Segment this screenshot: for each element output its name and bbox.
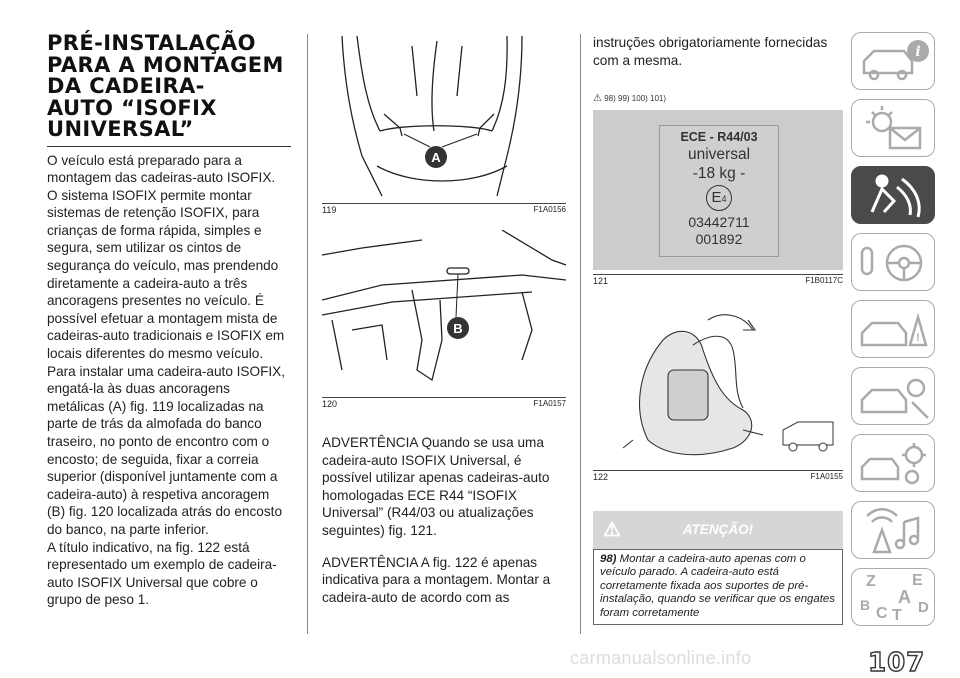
index-letter: A [898, 587, 911, 607]
label-standard: ECE - R44/03 [680, 130, 758, 144]
figure-caption [593, 274, 843, 287]
title-line: PARA A MONTAGEM [47, 52, 284, 77]
e-mark-icon [706, 185, 732, 211]
marker-a: A [431, 150, 441, 165]
isofix-anchor-illustration [322, 36, 566, 199]
title-divider [47, 146, 291, 147]
column-divider [307, 34, 308, 634]
figure-number: 121 [593, 276, 609, 286]
breakdown-icon [852, 301, 935, 358]
index-letter: E [912, 572, 923, 589]
title-line: PRÉ-INSTALAÇÃO [47, 31, 256, 55]
figure-code: F1B0117C [805, 276, 843, 285]
e-mark-letter: E [711, 189, 722, 206]
warnings-text [322, 434, 566, 606]
paragraph: ADVERTÊNCIA Quando se usa uma cadeira-auto ISOFIX Universal, é possível utilizar apenas cadeiras-auto homologadas ECE R44 “ISOFIX Universal” (R44/03 ou atualizações seguintes) fig. 121. [322, 435, 550, 538]
label-approval-number: 03442711 [688, 214, 750, 230]
multimedia-tab[interactable] [851, 501, 935, 559]
reference-list: 98) 99) 100) 101) [604, 94, 667, 103]
gears-icon [852, 435, 935, 492]
figure-code: F1A0156 [533, 205, 566, 214]
dashboard-lights-tab[interactable] [851, 99, 935, 157]
safety-tab[interactable] [851, 166, 935, 224]
watermark: carmanualsonline.info [570, 648, 752, 668]
marker-b: B [453, 321, 463, 336]
maintenance-car-icon [852, 368, 935, 425]
e-mark-country: 4 [721, 194, 727, 204]
figure-number: 119 [322, 205, 337, 215]
figure-caption [322, 203, 566, 216]
label-serial-number: 001892 [695, 231, 743, 247]
paragraph: O veículo está preparado para a montagem das cadeiras-auto ISOFIX. [47, 152, 276, 186]
text-column-1 [47, 33, 291, 609]
warning-light-icon [852, 100, 935, 157]
title-line: DA CADEIRA- [47, 74, 205, 98]
label-category: universal [687, 146, 751, 163]
figure-119 [322, 36, 566, 199]
text-column-3 [593, 0, 843, 678]
warning-triangle-icon: ⚠ [593, 93, 602, 104]
figure-code: F1A0157 [533, 399, 566, 408]
page-number: 107 [868, 648, 926, 678]
index-letter: B [860, 597, 871, 613]
figure-code: F1A0155 [810, 472, 843, 481]
column-divider [580, 34, 581, 634]
index-letter: T [892, 607, 902, 624]
warning-text: Montar a cadeira-auto apenas com o veículo parado. A cadeira-auto está corretamente fixada aos suportes de pré-instalação, quando se verificar que os engates foram corretamente [600, 553, 835, 619]
tether-anchor-illustration [322, 230, 566, 392]
child-seat-illustration [593, 300, 843, 465]
chapter-tabs [851, 32, 937, 635]
paragraph: A título indicativo, na fig. 122 está representado um exemplo de cadeira-auto ISOFIX Universal que cobre o grupo de peso 1. [47, 539, 277, 608]
paragraph: ADVERTÊNCIA A fig. 122 é apenas indicativa para a montagem. Montar a cadeira-auto de acordo com as [322, 554, 551, 605]
title-line: UNIVERSAL” [47, 117, 194, 141]
title-line: AUTO “ISOFIX [47, 95, 217, 120]
warning-references [593, 93, 666, 104]
multimedia-icon [852, 502, 935, 559]
airbag-seat-icon [852, 167, 935, 224]
warning-triangle-icon: ⚠ [603, 519, 621, 541]
technical-data-tab[interactable] [851, 434, 935, 492]
figure-number: 120 [322, 399, 338, 409]
homologation-label [659, 125, 779, 257]
warning-header [593, 511, 843, 549]
emergency-tab[interactable] [851, 300, 935, 358]
index-letter: D [918, 599, 929, 616]
index-tab[interactable] [851, 568, 935, 626]
starting-driving-tab[interactable] [851, 233, 935, 291]
figure-column [322, 0, 566, 678]
figure-caption [322, 397, 566, 410]
maintenance-tab[interactable] [851, 367, 935, 425]
warning-ref: 98) [600, 553, 617, 565]
section-title [47, 33, 291, 141]
paragraph: instruções obrigatoriamente fornecidas com a mesma. [593, 35, 828, 68]
warning-callout [593, 511, 843, 625]
warning-body [593, 549, 843, 625]
index-letter: Z [866, 573, 876, 590]
car-info-icon [852, 33, 935, 90]
figure-121 [593, 110, 843, 270]
label-weight: -18 kg - [692, 165, 746, 182]
paragraph: Para instalar uma cadeira-auto ISOFIX, engatá-la às duas ancoragens metálicas (A) fig. 119 localizadas na parte de trás da almofada do banco traseiro, no ponto de encontro com o encosto; de seguida, fixar a correia superior (disponível juntamente com a cadeira-auto) à respetiva ancoragem (B) fig. 120 localizada atrás do encosto do banco, na parte inferior. [47, 363, 285, 537]
figure-number: 122 [593, 472, 609, 482]
car-info-tab[interactable] [851, 32, 935, 90]
svg-text:!: ! [916, 332, 920, 344]
figure-caption [593, 470, 843, 483]
index-letter: C [876, 605, 888, 622]
figure-120 [322, 230, 566, 392]
figure-122 [593, 300, 843, 465]
key-steering-icon [852, 234, 935, 291]
svg-text:i: i [915, 44, 921, 60]
paragraph: O sistema ISOFIX permite montar sistemas de retenção ISOFIX, para crianças de forma rápida, simples e segura, sem utilizar os cintos de segurança do veículo, mas prendendo diretamente a cadeira-auto a três ancoragens presentes no veículo. É possível efetuar a montagem mista de cadeiras-auto tradicionais e ISOFIX em locais diferentes do mesmo veículo. [47, 187, 285, 362]
warning-title: ATENÇÃO! [682, 522, 754, 537]
